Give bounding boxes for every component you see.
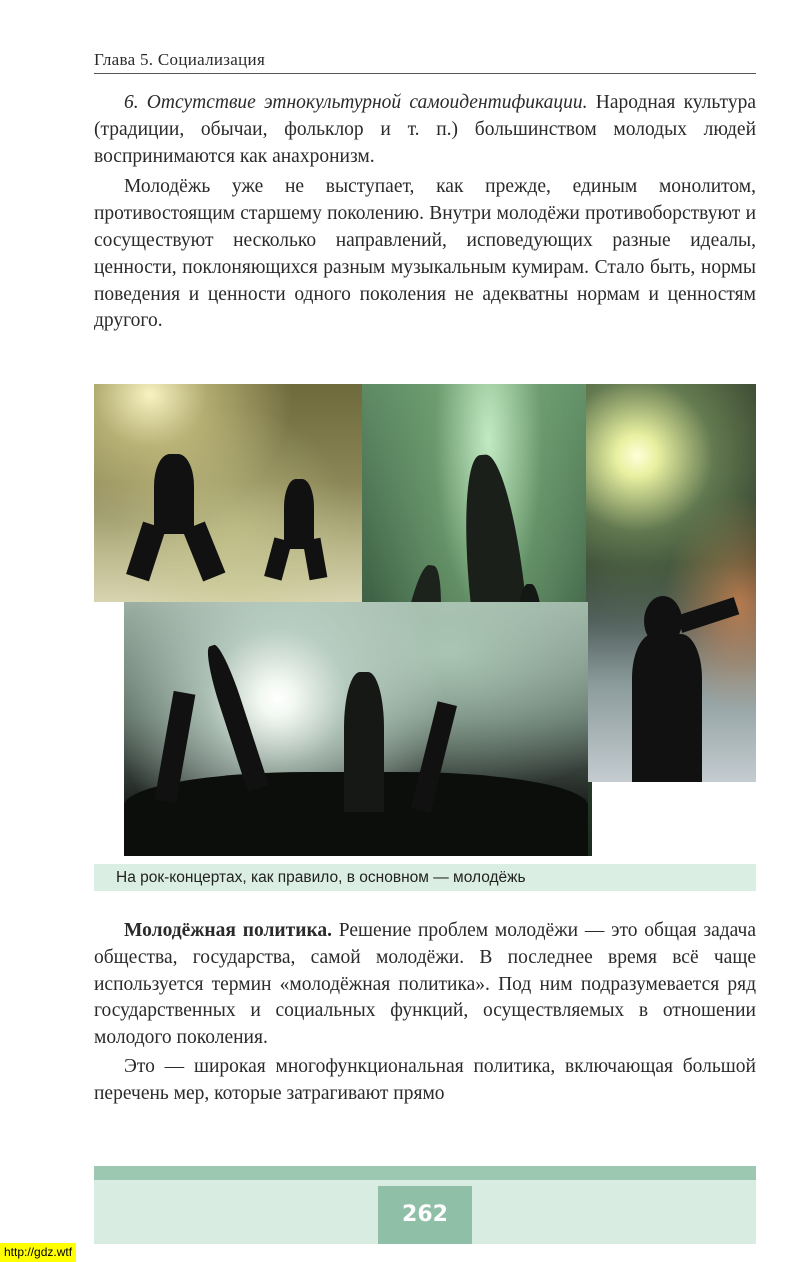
stage-guitarists-photo: [94, 384, 374, 602]
section-heading: Молодёжная политика.: [124, 920, 333, 941]
concert-photo-collage: [94, 384, 756, 856]
singer-silhouette-photo: [586, 384, 756, 782]
crowd-hands-photo: [124, 602, 588, 856]
figure-caption: На рок-концертах, как правило, в основном — молодёжь: [94, 864, 756, 891]
page-number: 262: [378, 1186, 472, 1244]
paragraph-youth: Молодёжь уже не выступает, как прежде, единым монолитом, противостоящим старшему поколению. Внутри молодёжи противоборствуют и сосуществуют несколько направлений, исповедующих разные идеалы, ценности, поклоняющихся разным музыкальным кумирам. Стало быть, нормы поведения и ценности одного поколения не адекватны нормам и ценностям другого.: [94, 176, 756, 332]
paragraph-heading: 6. Отсутствие этнокультурной самоидентификации.: [124, 92, 588, 113]
paragraph-ethno: [94, 90, 756, 170]
watermark-link[interactable]: http://gdz.wtf: [0, 1243, 76, 1262]
text-block-top: [94, 90, 756, 335]
paragraph-youth-policy: [94, 918, 756, 1052]
paragraph-body: Решение проблем молодёжи — это общая задача общества, государства, самой молодёжи. В последнее время всё чаще используется термин «молодёжная политика». Под ним подразумевается ряд государственных и социальных функций, осуществляемых в отношении молодого поколения.: [94, 920, 756, 1049]
running-header: Глава 5. Социализация: [94, 50, 756, 74]
paragraph-body: Народная культура (традиции, обычаи, фольклор и т. п.) большинством молодых людей воспринимаются как анахронизм.: [94, 92, 756, 167]
text-block-bottom: [94, 918, 756, 1108]
paragraph-policy-scope: Это — широкая многофункциональная политика, включающая большой перечень мер, которые затрагивают прямо: [94, 1055, 756, 1104]
